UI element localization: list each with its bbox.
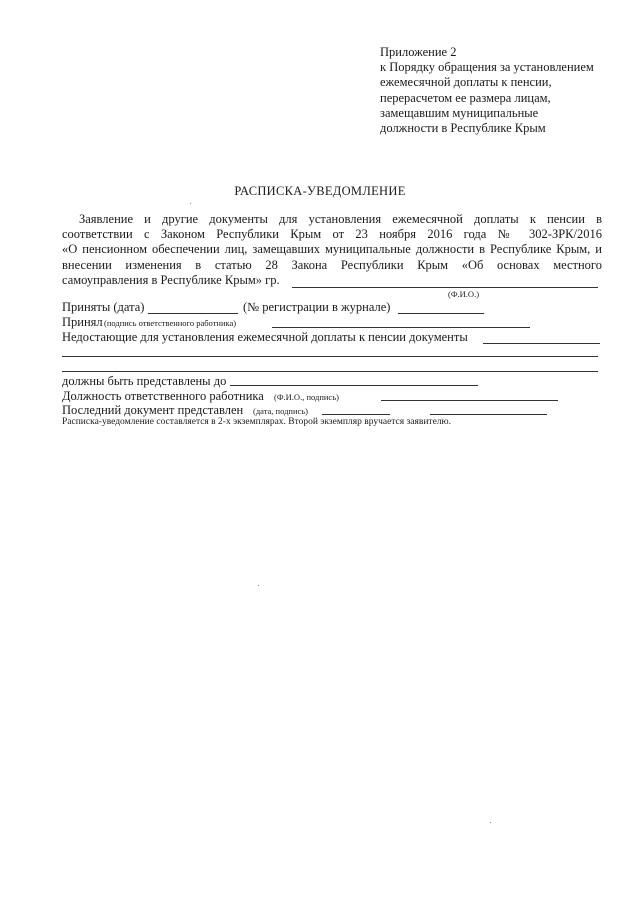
fio-caption: (Ф.И.О.): [448, 289, 480, 299]
intro-line: «О пенсионном обеспечении лиц, замещавших муниципальные должности в Республике Крым, и: [62, 242, 602, 257]
document-title: РАСПИСКА-УВЕДОМЛЕНИЕ: [234, 184, 406, 198]
intro-paragraph: [62, 212, 602, 288]
last-doc-sign-field[interactable]: [430, 414, 547, 415]
last-doc-date-field[interactable]: [322, 414, 390, 415]
registration-field[interactable]: [398, 313, 484, 314]
accepted-date-label: Приняты (дата): [62, 300, 145, 314]
appendix-line: ежемесячной доплаты к пенсии,: [380, 75, 552, 90]
appendix-line: замещавшим муниципальные: [380, 105, 539, 120]
citizen-name-field[interactable]: [292, 287, 598, 288]
appendix-header: [380, 45, 594, 136]
intro-line: самоуправления в Республике Крым» гр.: [62, 272, 280, 287]
position-label: Должность ответственного работника: [62, 389, 264, 403]
intro-line: соответствии с Законом Республики Крым от 23 ноября 2016 года № 302-ЗРК/2016: [62, 227, 602, 242]
deadline-field[interactable]: [230, 385, 478, 386]
missing-docs-label: Недостающие для установления ежемесячной доплаты к пенсии документы: [62, 330, 468, 344]
scan-speck: [258, 585, 259, 586]
missing-docs-line-2[interactable]: [62, 356, 598, 357]
appendix-line: перерасчетом ее размера лицам,: [380, 90, 551, 105]
position-note: (Ф.И.О., подпись): [274, 392, 339, 402]
scan-speck: [190, 203, 191, 204]
accepted-date-field[interactable]: [148, 313, 238, 314]
accepted-by-label: Принял: [62, 315, 103, 329]
last-doc-label: Последний документ представлен: [62, 403, 244, 417]
accepted-by-note: (подпись ответственного работника): [104, 318, 237, 328]
deadline-label: должны быть представлены до: [62, 374, 227, 388]
scan-speck: [490, 822, 491, 823]
intro-line: внесении изменения в статью 28 Закона Республики Крым «Об основах местного: [62, 257, 602, 272]
registration-label: (№ регистрации в журнале): [243, 300, 391, 314]
appendix-line: к Порядку обращения за установлением: [380, 60, 594, 75]
intro-line: Заявление и другие документы для установления ежемесячной доплаты к пенсии в: [79, 212, 602, 226]
appendix-line: Приложение 2: [380, 45, 457, 59]
accepted-by-field[interactable]: [272, 327, 530, 328]
missing-docs-line-3[interactable]: [62, 371, 598, 372]
last-doc-note: (дата, подпись): [253, 406, 309, 416]
missing-docs-field[interactable]: [483, 343, 600, 344]
appendix-line: должности в Республике Крым: [380, 121, 546, 136]
position-field[interactable]: [381, 400, 558, 401]
footnote: Расписка-уведомление составляется в 2-х экземплярах. Второй экземпляр вручается заявителю.: [62, 417, 452, 427]
